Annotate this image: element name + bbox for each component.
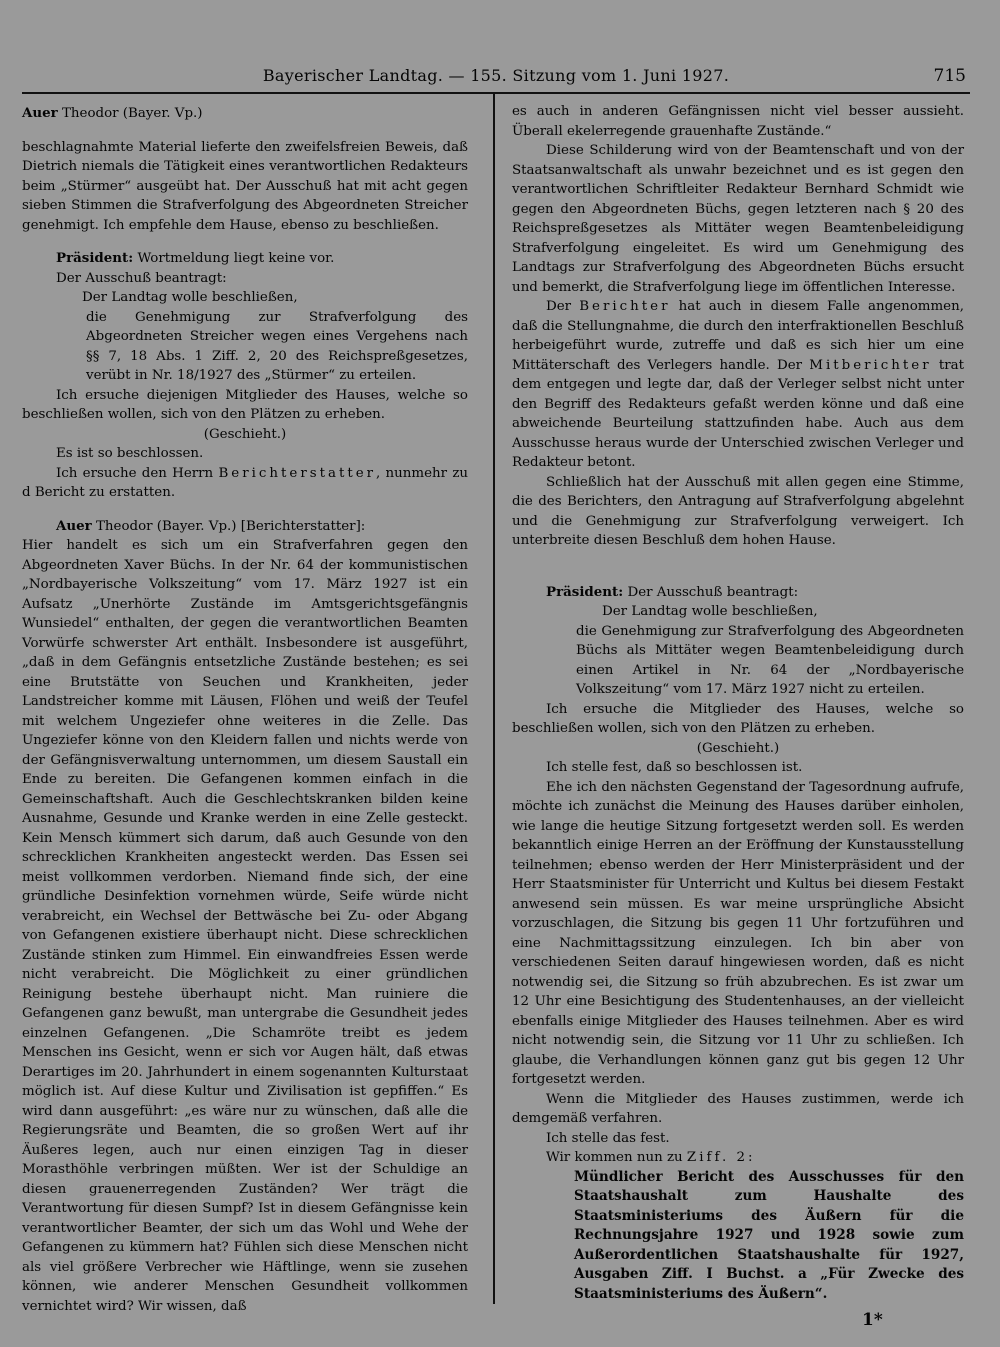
page-number: 715 <box>933 66 966 86</box>
president-line <box>512 583 964 603</box>
speaker-header <box>22 517 468 537</box>
motion-text: die Genehmigung zur Strafverfolgung des Abgeordneten Büchs als Mittäter wegen Beamtenbeleidigung durch einen Artikel in Nr. 64 der „Nordbayerische Volkszeitung“ vom 17. März 1927 nicht zu erteilen. <box>576 623 964 697</box>
president-text: Wortmeldung liegt keine vor. <box>137 251 335 266</box>
paragraph: Ich stelle das fest. <box>546 1130 670 1146</box>
text-run: trat dem entgegen und legte dar, daß der Verleger selbst nicht unter den Begriff des Redakteurs gefaßt werden könne und daß eine abweichende Beurteilung stattzufinden habe. Auch aus dem Ausschusse heraus wurde der Unterschied zwischen Verleger und Redakteur betont. <box>512 357 964 470</box>
left-column <box>22 104 468 1316</box>
speaker-name: Auer <box>56 517 92 534</box>
text-run: , nunmehr zu d Bericht zu erstatten. <box>22 465 468 500</box>
speaker-party: Theodor (Bayer. Vp.) <box>61 106 203 121</box>
motion-intro: Der Ausschuß beantragt: <box>56 270 227 286</box>
berichter-term: Berichter <box>579 299 671 314</box>
motion-line: Der Landtag wolle beschließen, <box>602 604 818 619</box>
speaker-party: Theodor (Bayer. Vp.) [Berichterstatter]: <box>91 518 366 534</box>
paragraph: es auch in anderen Gefängnissen nicht viel besser aussieht. Überall ekelerregende grauenhafte Zustände.“ <box>512 104 964 139</box>
paragraph: Diese Schilderung wird von der Beamtenschaft und von der Staatsanwaltschaft als unwahr bezeichnet und es ist gegen den verantwortlichen Schriftleiter Redakteur Bernhard Schmidt wie gegen den Abgeordneten Büchs, gegen letzteren nach § 20 des Reichspreßgesetzes als Mittäter wegen Beamtenbeleidigung Strafverfolgung eingeleitet. Es wird um Genehmigung des Landtags zur Strafverfolgung des Abgeordneten Büchs ersucht und bemerkt, die Strafverfolgung liege im öffentlichen Interesse. <box>512 143 964 295</box>
motion-text: die Genehmigung zur Strafverfolgung des Abgeordneten Streicher wegen eines Vergehens nach §§ 7, 18 Abs. 1 Ziff. 2, 20 des Reichspreßgesetzes, verübt in Nr. 18/1927 des „Stürmer“ zu erteilen. <box>86 309 468 383</box>
page-header <box>22 64 970 94</box>
paragraph: beschlagnahmte Material lieferte den zweifelsfreien Beweis, daß Dietrich niemals die Tätigkeit eines verantwortlichen Redakteurs beim „Stürmer“ ausgeübt hat. Der Ausschuß hat mit acht gegen sieben Stimmen die Strafverfolgung des Abgeordneten Streicher genehmigt. Ich empfehle dem Hause, ebenso zu beschließen. <box>22 139 468 233</box>
paragraph: Schließlich hat der Ausschuß mit allen gegen eine Stimme, die des Berichters, den Antragung auf Strafverfolgung abgelehnt und die Genehmigung zur Strafverfolgung verweigert. Ich unterbreite diesen Beschluß dem hohen Hause. <box>512 474 964 548</box>
paragraph: Hier handelt es sich um ein Strafverfahren gegen den Abgeordneten Xaver Büchs. In der Nr. 64 der kommunistischen „Nordbayerische Volkszeitung“ vom 17. März 1927 ist ein Aufsatz „Unerhörte Zustände im Amtsgerichtsgefängnis Wunsiedel“ enthalten, der gegen die verantwortlichen Beamten Vorwürfe schwerster Art enthält. Insbesondere ist ausgeführt, „daß in dem Gefängnis entsetzliche Zustände bestehen; es sei eine Brutstätte von Seuchen und Krankheiten, jeder Landstreicher komme mit Läusen, Flöhen und weiß der Teufel mit welchem Ungeziefer ohne weiteres in die Zelle. Das Ungeziefer könne von den Kleidern fallen und nichts werde von der Gefängnisverwaltung unternommen, um diesem Saustall ein Ende zu bereiten. Die Gefangenen kommen einfach in die Gemeinschaftshaft. Auch die Geschlechtskranken bilden keine Ausnahme, Gesunde und Kranke werden in eine Zelle gesteckt. Kein Mensch kümmert sich darum, daß auch Gesunde von den schrecklichen Krankheiten angesteckt werden. Das Essen sei meist vollkommen verdorben. Niemand finde sich, der eine gründliche Desinfektion vornehmen würde, Seife würde nicht verabreicht, ein Wechsel der Bettwäsche bei Zu- oder Abgang von Gefangenen existiere überhaupt nicht. Diese schrecklichen Zustände stinken zum Himmel. Ein einwandfreies Essen werde nicht verabreicht. Die Möglichkeit zu einer gründlichen Reinigung bestehe überhaupt nicht. Man ruiniere die Gefangenen ganz bewußt, man untergrabe die Gesundheit jedes einzelnen Gefangenen. „Die Schamröte treibt es jedem Menschen ins Gesicht, wenn er sich vor Augen hält, daß etwas Derartiges im 20. Jahrhundert in einem sogenannten Kulturstaat möglich ist. Auf diese Kultur und Zivilisation ist gepfiffen.“ Es wird dann ausgeführt: „es wäre nur zu wünschen, daß alle die Regierungsräte und Beamten, die so großen Wert auf ihr Äußeres legen, auch nur einen einzigen Tag in dieser Morasthöhle verbringen müßten. Wer ist der Schuldige an diesen grauenerregenden Zuständen? Wer trägt die Verantwortung für diesen Sumpf? Ist in diesem Gefängnisse kein verantwortlicher Beamter, der sich um das Wohl und Wehe der Gefangenen zu kümmern hat? Fühlen sich diese Menschen nicht als viel größere Verbrecher wie Häftlinge, wenn sie zusehen können, wie anderer Menschen Gesundheit vollkommen vernichtet wird? Wir wissen, daß <box>22 538 468 1314</box>
president-line <box>22 249 468 269</box>
text-run: Der <box>546 299 580 314</box>
paragraph <box>512 297 964 473</box>
mitberichter-term: Mitberichter <box>809 357 932 373</box>
text-run: Ich ersuche den Herrn <box>56 465 219 481</box>
signature-mark: 1* <box>862 1310 883 1330</box>
geschieht-note: (Geschieht.) <box>203 426 287 442</box>
geschieht-note: (Geschieht.) <box>696 740 780 756</box>
paragraph <box>512 1148 964 1168</box>
text-run: : <box>747 1150 753 1165</box>
motion-line: Der Landtag wolle beschließen, <box>82 290 298 305</box>
paragraph: Ich ersuche die Mitglieder des Hauses, welche so beschließen wollen, sich von den Plätzen zu erheben. <box>512 701 964 736</box>
president-text: Der Ausschuß beantragt: <box>627 584 799 600</box>
paragraph: Wenn die Mitglieder des Hauses zustimmen, werde ich demgemäß verfahren. <box>512 1091 964 1126</box>
header-title: Bayerischer Landtag. — 155. Sitzung vom 1. Juni 1927. <box>262 66 730 85</box>
paragraph: Ehe ich den nächsten Gegenstand der Tagesordnung aufrufe, möchte ich zunächst die Meinung des Hauses darüber einholen, wie lange die heutige Sitzung fortgesetzt werden soll. Es werden bekanntlich einige Herren an der Eröffnung der Kunstausstellung teilnehmen; ebenso werden der Herr Ministerpräsident und der Herr Staatsminister für Unterricht und Kultus bei diesem Festakt anwesend sein müssen. Es war meine ursprüngliche Absicht vorzuschlagen, die Sitzung bis gegen 11 Uhr fortzuführen und eine Nachmittagssitzung einzulegen. Ich bin aber von verschiedenen Seiten darauf hingewiesen worden, daß es nicht notwendig sei, die Sitzung so früh abzubrechen. Es ist zwar um 12 Uhr eine Besichtigung des Studentenhauses, an der vielleicht ebenfalls einige Mitglieder des Hauses teilnehmen. Aber es wird nicht notwendig sein, die Sitzung vor 11 Uhr zu schließen. Ich glaube, die Verhandlungen können ganz gut bis gegen 12 Uhr fortgesetzt werden. <box>512 779 964 1087</box>
column-divider <box>493 92 495 1304</box>
paragraph: Es ist so beschlossen. <box>56 446 204 461</box>
president-label: Präsident: <box>56 250 134 266</box>
text-run: hat auch in diesem Falle angenommen, daß die Stellungnahme, die durch den interfraktionellen Beschluß herbeigeführt wurde, zutreffe und daß es sich hier um eine Mittäterschaft des Verlegers handle. Der <box>512 299 964 373</box>
speaker-name: Auer <box>22 105 58 121</box>
berichterstatter-term: Berichterstatter <box>218 465 377 481</box>
speaker-header <box>22 104 468 124</box>
president-label: Präsident: <box>546 583 624 600</box>
paragraph: Ich stelle fest, daß so beschlossen ist. <box>546 760 803 775</box>
right-column <box>512 102 964 1304</box>
ziffer-term: Ziff. 2 <box>686 1150 748 1165</box>
agenda-item: Mündlicher Bericht des Ausschusses für den Staatshaushalt zum Haushalte des Staatsministeriums des Äußern für die Rechnungsjahre 1927 und 1928 sowie zum Außerordentlichen Staatshaushalte für 1927, Ausgaben Ziff. I Buchst. a „Für Zwecke des Staatsministeriums des Äußern“. <box>574 1168 964 1302</box>
paragraph <box>22 464 468 503</box>
paragraph: Ich ersuche diejenigen Mitglieder des Hauses, welche so beschließen wollen, sich von den Plätzen zu erheben. <box>22 387 468 422</box>
text-run: Wir kommen nun zu <box>546 1150 687 1165</box>
